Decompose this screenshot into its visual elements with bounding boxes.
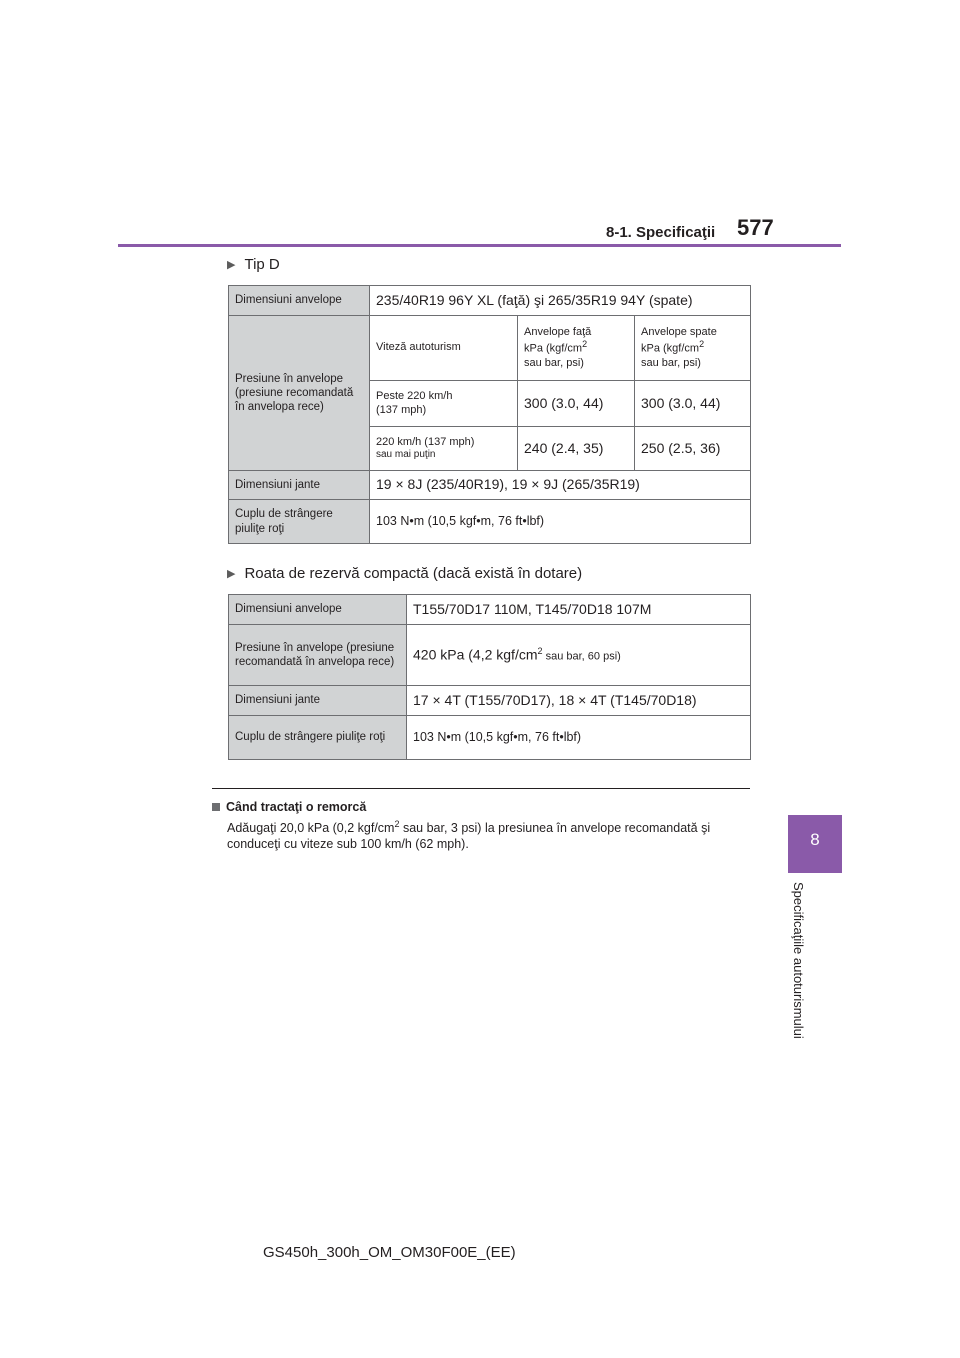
spare-pressure-a: 420 kPa (4,2 kgf/cm — [413, 646, 538, 663]
table-row — [229, 500, 751, 544]
note-title-text: Când tractaţi o remorcă — [226, 800, 367, 814]
rim-value: 19 × 8J (235/40R19), 19 × 9J (265/35R19) — [370, 471, 751, 500]
arrow-right-icon: ▶ — [227, 568, 236, 580]
spare-pressure-value — [407, 625, 751, 686]
table-row — [229, 286, 751, 316]
table-row — [229, 595, 751, 625]
spare-tire-size-label: Dimensiuni anvelope — [229, 595, 407, 625]
type-d-heading — [227, 256, 280, 273]
speed-1-b: (137 mph) — [376, 403, 427, 416]
col-speed-header: Viteză autoturism — [370, 316, 518, 381]
col-rear-title: Anvelope spate — [641, 326, 717, 339]
col-front-sup: 2 — [582, 339, 588, 350]
rim-label: Dimensiuni jante — [229, 471, 370, 500]
note-body-b: sau bar, 3 psi) la presiunea în anvelope recomandată şi conduceţi cu viteze sub 100 km/h (62 mph). — [227, 821, 711, 852]
chapter-label: Specificaţiile autoturismului — [791, 882, 806, 1039]
speed-2-a: 220 km/h (137 mph) — [376, 435, 475, 448]
type-d-heading-text: Tip D — [244, 256, 280, 273]
spare-heading — [227, 565, 582, 582]
spare-torque-value: 103 N•m (10,5 kgf•m, 76 ft•lbf) — [407, 716, 751, 760]
note-body — [227, 819, 757, 853]
spare-torque-label: Cuplu de strângere piuliţe roţi — [229, 716, 407, 760]
document-code: GS450h_300h_OM_OM30F00E_(EE) — [263, 1244, 516, 1261]
spare-rim-value: 17 × 4T (T155/70D17), 18 × 4T (T145/70D18) — [407, 686, 751, 716]
spare-pressure-label: Presiune în anvelope (presiune recomandată în anvelopa rece) — [229, 625, 407, 686]
col-rear-sup: 2 — [699, 339, 705, 350]
speed-2-cell — [370, 427, 518, 471]
table-row — [229, 316, 751, 381]
note-body-a: Adăugaţi 20,0 kPa (0,2 kgf/cm — [227, 821, 395, 836]
speed-1-cell — [370, 381, 518, 427]
type-d-spec-table — [228, 285, 751, 544]
chapter-number: 8 — [810, 830, 820, 849]
col-front-unit: kPa (kgf/cm — [524, 343, 583, 356]
speed-1-front: 300 (3.0, 44) — [518, 381, 635, 427]
speed-2-rear: 250 (2.5, 36) — [635, 427, 751, 471]
torque-value: 103 N•m (10,5 kgf•m, 76 ft•lbf) — [370, 500, 751, 544]
col-front-unit2: sau bar, psi) — [524, 356, 584, 369]
col-rear-unit2: sau bar, psi) — [641, 356, 701, 369]
col-front-title: Anvelope faţă — [524, 326, 592, 339]
note-title — [212, 800, 366, 814]
speed-1-rear: 300 (3.0, 44) — [635, 381, 751, 427]
speed-2-front: 240 (2.4, 35) — [518, 427, 635, 471]
tire-size-label: Dimensiuni anvelope — [229, 286, 370, 316]
square-bullet-icon — [212, 803, 220, 811]
table-row — [229, 686, 751, 716]
spare-spec-table — [228, 594, 751, 760]
spare-heading-text: Roata de rezervă compactă (dacă există în dotare) — [244, 565, 583, 582]
col-rear-header — [635, 316, 751, 381]
torque-label: Cuplu de strângere piuliţe roţi — [229, 500, 370, 544]
table-row — [229, 625, 751, 686]
section-title: 8-1. Specificaţii — [606, 224, 716, 241]
spare-rim-label: Dimensiuni jante — [229, 686, 407, 716]
spare-pressure-sup: 2 — [537, 645, 543, 656]
pressure-label: Presiune în anvelope (presiune recomandată în anvelopa rece) — [229, 316, 370, 471]
table-row — [229, 471, 751, 500]
tire-size-value: 235/40R19 96Y XL (faţă) şi 265/35R19 94Y (spate) — [370, 286, 751, 316]
note-divider — [212, 788, 750, 789]
table-row — [229, 716, 751, 760]
header-divider — [118, 244, 841, 247]
speed-1-a: Peste 220 km/h — [376, 390, 453, 403]
note-body-sup: 2 — [394, 819, 400, 829]
speed-2-b: sau mai puţin — [376, 449, 436, 461]
col-front-header — [518, 316, 635, 381]
col-rear-unit: kPa (kgf/cm — [641, 343, 700, 356]
page-number: 577 — [737, 215, 774, 240]
arrow-right-icon: ▶ — [227, 259, 236, 271]
spare-pressure-b: sau bar, 60 psi) — [542, 650, 621, 663]
spare-tire-size-value: T155/70D17 110M, T145/70D18 107M — [407, 595, 751, 625]
